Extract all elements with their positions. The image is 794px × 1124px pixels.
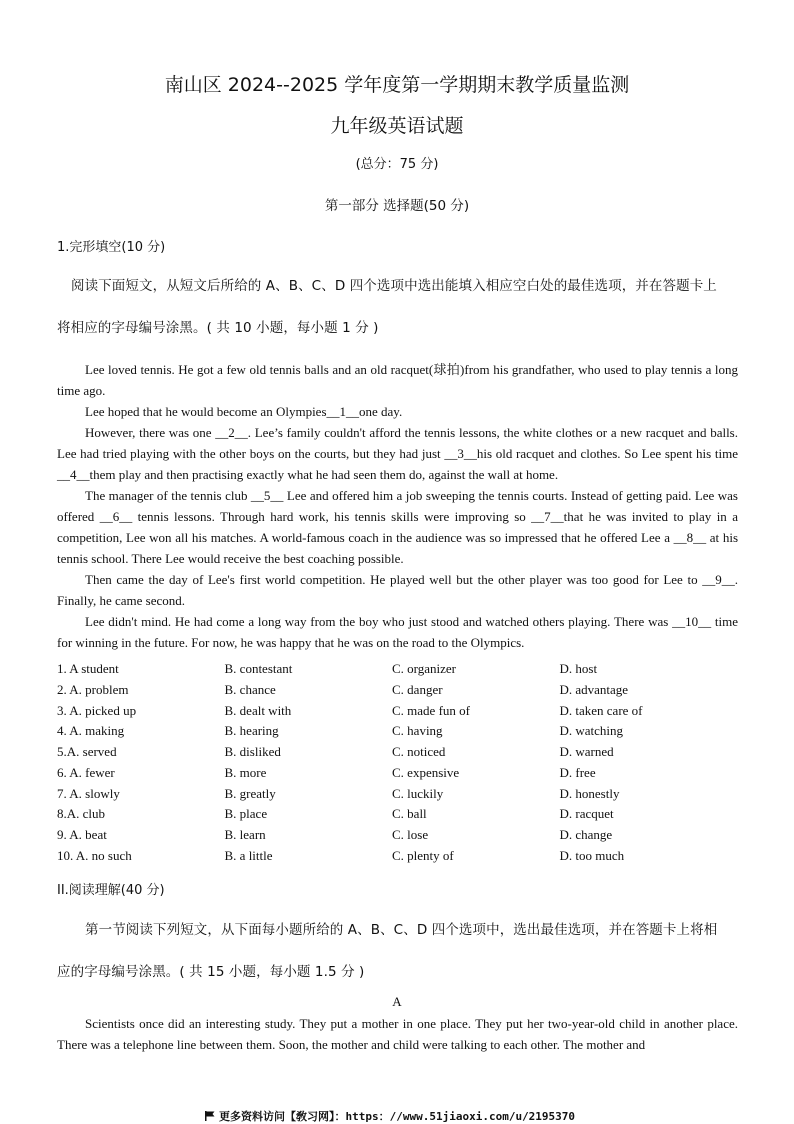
section1-instruction-line1: 阅读下面短文，从短文后所给的 A、B、C、D 四个选项中选出能填入相应空白处的最佳选项，并在答题卡上 <box>71 278 717 294</box>
option: 4. A. making <box>57 723 125 739</box>
option: C. luckily <box>392 785 444 801</box>
option: D. taken care of <box>559 702 643 718</box>
section1-instruction-line2: 将相应的字母编号涂黑。( 共 10 小题，每小题 1 分 ) <box>57 320 379 336</box>
cloze-paragraph: Lee loved tennis. He got a few old tennis balls and an old racquet(球拍)from his grandfather, who used to play tennis a long time ago. <box>57 362 738 398</box>
option: C. organizer <box>392 661 457 676</box>
option: B. learn <box>224 827 266 842</box>
passage-label: A <box>392 994 402 1009</box>
option: C. expensive <box>392 764 460 780</box>
option-row <box>57 784 738 805</box>
option: C. noticed <box>392 744 446 759</box>
reading-paragraph: Scientists once did an interesting study. They put a mother in one place. They put her two-year-old child in another place. There was a telephone line between them. Soon, the mother and child were talking to each other. The mother and <box>57 1016 738 1052</box>
option: C. plenty of <box>392 847 454 863</box>
cloze-paragraph: Lee hoped that he would become an Olympies__1__one day. <box>85 404 403 419</box>
option: D. warned <box>559 744 614 759</box>
option-row <box>57 825 738 846</box>
total-score: (总分：75 分) <box>355 157 439 172</box>
option: 8.A. club <box>57 806 106 822</box>
section2-instruction-line1: 第一节阅读下列短文，从下面每小题所给的 A、B、C、D 四个选项中，选出最佳选项，并在答题卡上将相 <box>85 922 718 938</box>
flag-icon <box>205 1111 215 1121</box>
footer-link[interactable] <box>205 1108 575 1124</box>
option: D. too much <box>559 847 625 863</box>
option: D. free <box>559 764 596 780</box>
footer-text: 更多资料访问【敎习网】：https：//www.51jiaoxi.com/u/2195370 <box>219 1110 576 1123</box>
option-row <box>57 804 738 825</box>
option: 9. A. beat <box>57 827 107 842</box>
section1-instruction <box>57 265 747 349</box>
option-row <box>57 742 738 763</box>
option: 5.A. served <box>57 744 117 759</box>
option-row <box>57 721 738 742</box>
cloze-paragraph: Lee didn't mind. He had come a long way from the boy who just stood and watched others playing. There was __10__ time for winning in the future. For now, he was happy that he was on the road to the Olympics. <box>57 614 738 650</box>
part-heading: 第一部分 选择题(50 分) <box>324 198 470 214</box>
option-row <box>57 846 738 867</box>
section2-instruction-line2: 应的字母编号涂黑。( 共 15 小题，每小题 1.5 分 ) <box>57 964 365 980</box>
section2-heading: II.阅读理解(40 分) <box>57 883 165 898</box>
option-row <box>57 701 738 722</box>
cloze-paragraph: The manager of the tennis club __5__ Lee and offered him a job sweeping the tennis courts. Instead of getting paid. Lee was offered __6__ tennis lessons. Through hard work, his tennis skills were improving so __7__that he was invited to play in a competition, Lee won all his matches. A world-famous coach in the audience was so impressed that he offered Lee a __8__ at his tennis school. There Lee would receive the best coaching possible. <box>57 488 738 566</box>
option: D. host <box>559 661 598 676</box>
option: B. dealt with <box>224 702 292 718</box>
exam-subtitle: 九年级英语试题 <box>330 115 464 137</box>
option: B. disliked <box>224 744 281 759</box>
option: B. contestant <box>224 661 293 676</box>
option: B. greatly <box>224 785 276 801</box>
option: 6. A. fewer <box>57 764 115 780</box>
option: 2. A. problem <box>57 681 129 697</box>
option: B. hearing <box>224 723 279 739</box>
option: C. made fun of <box>392 702 470 718</box>
option: D. advantage <box>559 681 629 697</box>
option-row <box>57 680 738 701</box>
option: D. change <box>559 827 613 842</box>
cloze-paragraph: However, there was one __2__. Lee’s family couldn't afford the tennis lessons, the white clothes or a new racquet and balls. Lee had tried playing with the other boys on the courts, but they had just __3__his old racquet and clothes. So Lee spent his time __4__them play and then practising exactly what he had seen them do, against the wall at home. <box>57 425 738 482</box>
cloze-passage <box>57 359 738 653</box>
option: C. having <box>392 723 443 739</box>
option: 3. A. picked up <box>57 702 137 718</box>
exam-title: 南山区 2024--2025 学年度第一学期期末教学质量监测 <box>164 74 630 96</box>
option: C. lose <box>392 827 429 842</box>
option: B. chance <box>224 681 276 697</box>
option: C. danger <box>392 681 443 697</box>
reading-passage-a <box>57 1013 738 1055</box>
option: 1. A student <box>57 661 119 676</box>
option: D. honestly <box>559 785 620 801</box>
option: B. place <box>224 806 268 822</box>
option: B. more <box>224 764 267 780</box>
option: 7. A. slowly <box>57 785 120 801</box>
section2-instruction <box>57 909 747 993</box>
cloze-options <box>57 659 738 867</box>
section1-heading: 1.完形填空(10 分) <box>57 240 166 255</box>
option: B. a little <box>224 847 273 863</box>
option: C. ball <box>392 806 427 822</box>
option: D. racquet <box>559 806 614 822</box>
option: 10. A. no such <box>57 847 132 863</box>
cloze-paragraph: Then came the day of Lee's first world competition. He played well but the other player was too good for Lee to __9__. Finally, he came second. <box>57 572 738 608</box>
option-row <box>57 763 738 784</box>
option: D. watching <box>559 723 624 739</box>
option-row <box>57 659 738 680</box>
